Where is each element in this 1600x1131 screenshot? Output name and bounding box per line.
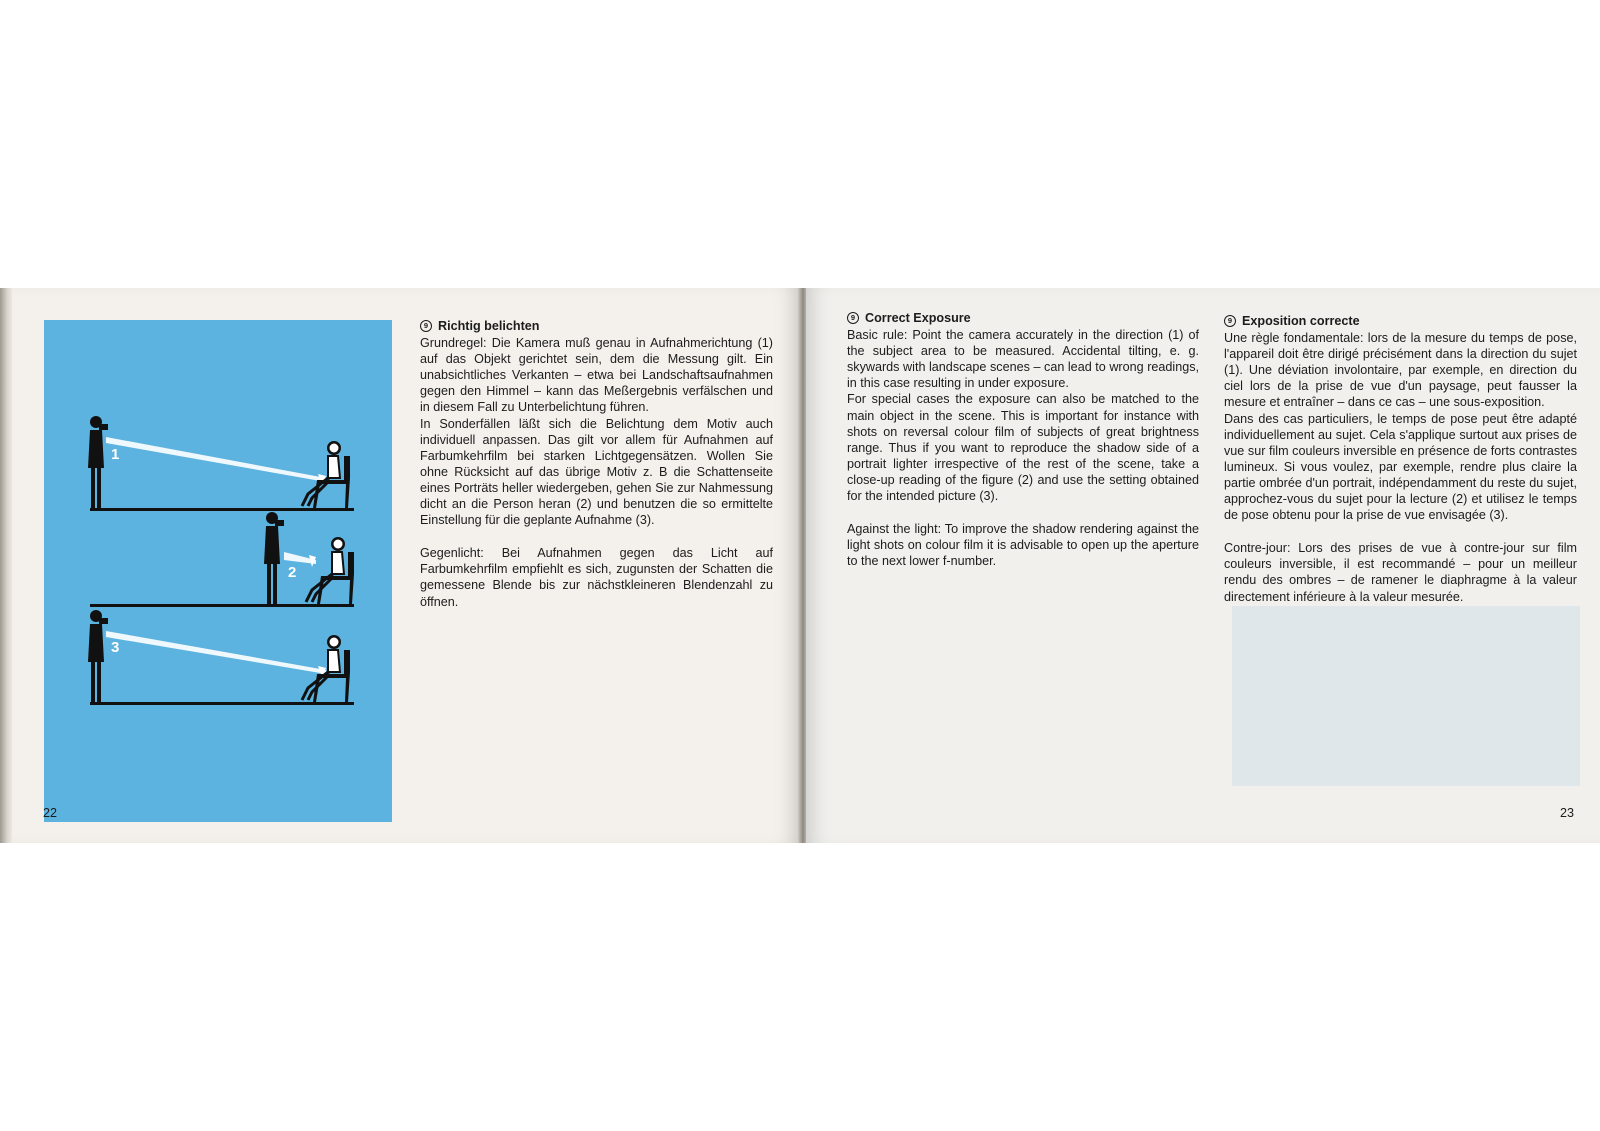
german-column [420,318,773,610]
section-marker: 9 [847,312,859,324]
english-paragraph-3: Against the light: To improve the shadow rendering against the light shots on colour film it is advisable to open up the aperture to the next lower f-number. [847,522,1199,569]
french-heading-text: Exposition correcte [1242,314,1360,328]
page-edge [0,288,12,843]
english-heading [847,310,1199,326]
german-paragraph-3: Gegenlicht: Bei Aufnahmen gegen das Licht auf Farbumkehrfilm empfiehlt es sich, zugunsten der Schatten die gemessene Blende bis zur nächstkleineren Blendenzahl zu öffnen. [420,546,773,609]
french-paragraph-3: Contre-jour: Lors des prises de vue à contre-jour sur film couleurs inversible, il est recommandé – pour un meilleur rendu des ombres – de ramener le diaphragme à la valeur directement inférieure à la valeur mesurée. [1224,541,1577,604]
book-spread [0,288,1600,843]
scene-label-1: 1 [111,446,120,463]
english-column [847,310,1199,569]
scene-label-2: 2 [288,564,297,581]
french-column [1224,313,1577,605]
scene-label-3: 3 [111,639,120,656]
exposure-illustration [44,320,392,822]
german-paragraph-1: Grundregel: Die Kamera muß genau in Aufnahmerichtung (1) auf das Objekt gerichtet sein, dem die Messung gilt. Ein unabsichtliches Verkanten – etwa bei Landschaftsaufnahmen gegen den Himmel – kann das Meßergebnis verfälschen und in diesem Fall zu Unterbelichtung führen. [420,336,773,415]
english-paragraph-2: For special cases the exposure can also be matched to the main object in the scene. This is important for instance with shots on reversal colour film of subjects of great brightness range. Thus if you want to reproduce the shadow side of a portrait lighter irrespective of the rest of the scene, take a close-up reading of the figure (2) and use the setting obtained for the intended picture (3). [847,392,1199,504]
left-page [0,288,800,843]
page-number-right: 23 [1560,806,1575,820]
show-through-area [1232,606,1580,786]
german-heading-text: Richtig belichten [438,319,540,333]
scene-2 [90,512,354,607]
german-paragraph-2: In Sonderfällen läßt sich die Belichtung dem Motiv auch individuell anpassen. Das gilt vor allem für Aufnahmen auf Farbumkehrfilm bei starken Lichtgegensätzen. Wollen Sie ohne Rücksicht auf das übrige Motiv z. B die Schattenseite eines Porträts heller wiedergeben, gehen Sie zur Nahmessung dicht an die Person heran (2) und benutzen die so ermittelte Einstellung für die geplante Aufnahme (3). [420,416,773,528]
english-heading-text: Correct Exposure [865,311,971,325]
english-paragraph-1: Basic rule: Point the camera accurately in the direction (1) of the subject area to be measured. Accidental tilting, e. g. skywards with landscape scenes – can lead to wrong readings, in this case resulting in under exposure. [847,328,1199,391]
exposure-diagram [44,320,392,822]
section-marker: 9 [420,320,432,332]
french-paragraph-1: Une règle fondamentale: lors de la mesure du temps de pose, l'appareil doit être dirigé précisément dans la direction du sujet (1). Une déviation involontaire, par exemple, en direction du ciel lors de la prise de vue d'un paysage, peut fausser la mesure et entraîner – dans ce cas – une sous-exposition. [1224,331,1577,410]
scene-3 [88,610,354,705]
section-marker: 9 [1224,315,1236,327]
scene-1 [88,416,354,511]
german-heading [420,318,773,334]
french-heading [1224,313,1577,329]
page-number-left: 22 [43,806,58,820]
french-paragraph-2: Dans des cas particuliers, le temps de pose peut être adapté individuellement au sujet. Cela s'applique surtout aux prises de vue sur film couleurs inversible en présence de forts contrastes lumineux. Si vous voulez, par exemple, rendre plus claire la partie ombrée d'un portrait, indépendamment du reste du sujet, approchez-vous du sujet pour la lecture (2) et utilisez le temps de pose obtenu pour la prise de vue envisagée (3). [1224,411,1577,523]
